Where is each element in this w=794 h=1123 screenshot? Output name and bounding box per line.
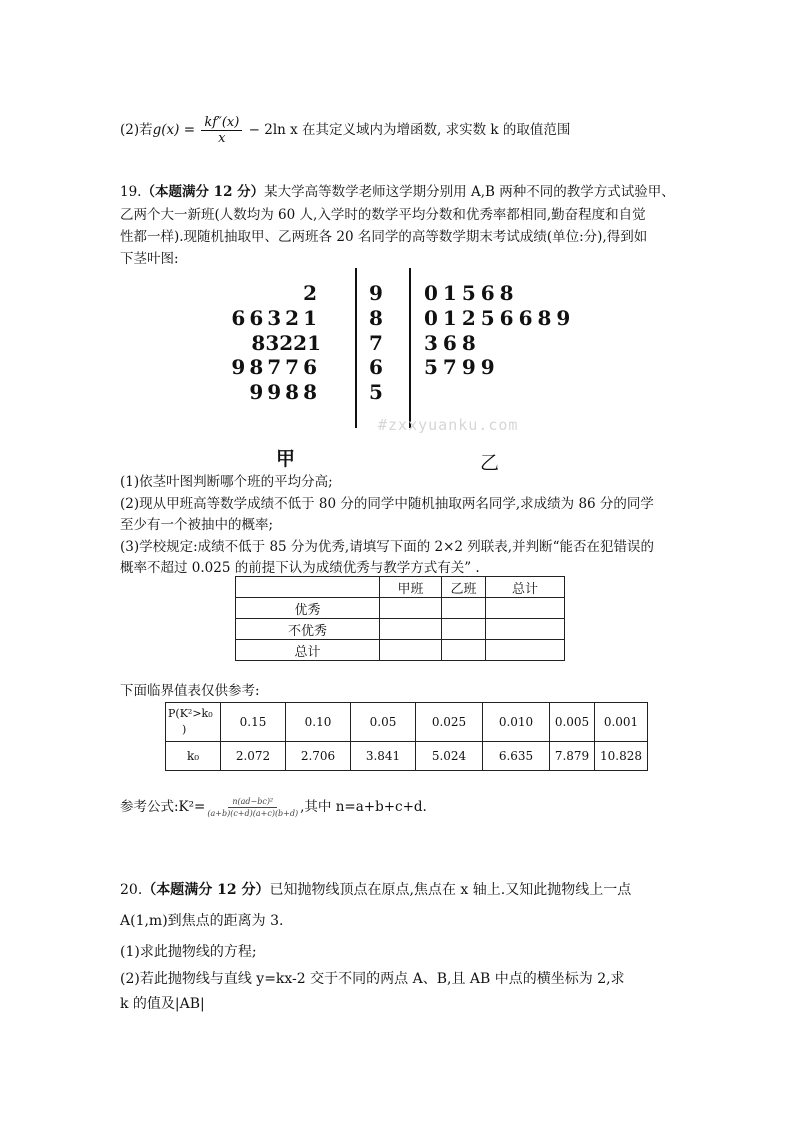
q19-line3: 性都一样).现随机抽取甲、乙两班各 20 名同学的高等数学期末考试成绩(单位:分),得到如 (120, 229, 648, 245)
table-cell (486, 640, 565, 661)
q20-line1 (120, 880, 631, 900)
header-class-a: 甲班 (380, 577, 442, 598)
right-leaves-row: 01256689 (424, 306, 576, 330)
header-class-b: 乙班 (442, 577, 486, 598)
table-cell (442, 619, 486, 640)
stem-value: 8 (369, 306, 387, 330)
table-cell (380, 640, 442, 661)
critical-k-value: 5.024 (416, 742, 483, 771)
contingency-row (236, 640, 565, 661)
q19-sub1: (1)依茎叶图判断哪个班的平均分高; (120, 474, 333, 490)
critical-k-row (166, 742, 648, 771)
q20-text1: 已知抛物线顶点在原点,焦点在 x 轴上.又知此抛物线上一点 (269, 882, 632, 898)
contingency-corner (236, 577, 380, 598)
left-leaves-row: 98776 (231, 355, 321, 379)
q19-sub3a: (3)学校规定:成绩不低于 85 分为优秀,请填写下面的 2×2 列联表,并判断“能否在犯错误的 (120, 539, 654, 555)
q18-fraction (201, 115, 242, 146)
formula-prefix: 参考公式:K²= (120, 799, 206, 815)
row-label-total: 总计 (236, 640, 380, 661)
q18-g-lhs: g(x) = (152, 122, 200, 138)
table-cell (486, 598, 565, 619)
q19-line2: 乙两个大一新班(人数均为 60 人,入学时的数学平均分数和优秀率都相同,勤奋程度和自觉 (120, 207, 646, 223)
row-label-excellent: 优秀 (236, 598, 380, 619)
q19-sub2a: (2)现从甲班高等数学成绩不低于 80 分的同学中随机抽取两名同学,求成绩为 86 分的同学 (120, 496, 654, 512)
stem-value: 9 (369, 281, 387, 305)
watermark: #zxxyuanku.com (378, 416, 519, 434)
table-cell (442, 598, 486, 619)
stem-value: 5 (369, 380, 387, 404)
critical-p-value: 0.05 (351, 703, 416, 742)
critical-k-value: 2.072 (221, 742, 286, 771)
table-cell (442, 640, 486, 661)
critical-k-value: 3.841 (351, 742, 416, 771)
table-cell (380, 619, 442, 640)
q18-prefix: (2)若 (120, 122, 153, 138)
q20-number: 20. (120, 882, 143, 898)
critical-p-value: 0.001 (595, 703, 648, 742)
reference-formula (120, 796, 427, 819)
q19-sub2b: 至少有一个被抽中的概率; (120, 517, 274, 533)
formula-numerator: n(ad−bc)² (228, 796, 277, 808)
table-cell (486, 619, 565, 640)
left-leaves-row: 83221 (251, 331, 321, 355)
header-total: 总计 (486, 577, 565, 598)
critical-k-value: 7.879 (550, 742, 595, 771)
critical-k-value: 2.706 (286, 742, 351, 771)
stem-value: 7 (369, 331, 387, 355)
q18-rest: − 2ln x 在其定义域内为增函数, 求实数 k 的取值范围 (244, 122, 571, 138)
critical-value-table (165, 702, 648, 771)
q20-points: （本题满分 12 分） (142, 882, 270, 898)
critical-p-value: 0.10 (286, 703, 351, 742)
q19-line4: 下茎叶图: (120, 251, 179, 267)
q20-sub2b: k 的值及|AB| (120, 996, 205, 1012)
formula-denominator: (a+b)(c+d)(a+c)(b+d) (207, 809, 299, 818)
q20-line2: A(1,m)到焦点的距离为 3. (120, 913, 284, 929)
right-leaves-row: 01568 (424, 281, 519, 305)
critical-k-value: 10.828 (595, 742, 648, 771)
right-leaves-row: 368 (424, 331, 481, 355)
q19-text1: 某大学高等数学老师这学期分别用 A,B 两种不同的教学方式试验甲、 (264, 184, 675, 200)
left-leaves-row: 66321 (231, 306, 321, 330)
q20-sub2a: (2)若此抛物线与直线 y=kx-2 交于不同的两点 A、B,且 AB 中点的横坐标为 2,求 (120, 971, 625, 987)
q19-line1 (120, 182, 675, 202)
contingency-table (235, 576, 565, 661)
q19-number: 19. (120, 184, 142, 200)
contingency-row (236, 619, 565, 640)
critical-p-value: 0.15 (221, 703, 286, 742)
stem-right-divider (409, 268, 411, 428)
formula-fraction (207, 796, 298, 819)
left-leaves-row: 9988 (249, 380, 321, 404)
label-class-a: 甲 (276, 448, 296, 470)
contingency-header-row (236, 577, 565, 598)
critical-p-header-top: P(K²>k₀ (168, 707, 213, 720)
q18-part2 (120, 115, 570, 146)
stem-left-divider (355, 268, 357, 428)
label-class-b: 乙 (480, 452, 500, 474)
row-label-not-excellent: 不优秀 (236, 619, 380, 640)
right-leaves-row: 5799 (424, 355, 500, 379)
critical-p-value: 0.010 (483, 703, 550, 742)
q19-points: （本题满分 12 分） (141, 184, 265, 200)
critical-p-value: 0.005 (550, 703, 595, 742)
q18-frac-num: kf″(x) (201, 115, 242, 131)
critical-k-value: 6.635 (483, 742, 550, 771)
q19-sub3b: 概率不超过 0.025 的前提下认为成绩优秀与教学方式有关” . (120, 560, 480, 576)
q18-frac-den: x (218, 131, 226, 146)
formula-suffix: ,其中 n=a+b+c+d. (300, 799, 427, 815)
critical-p-value: 0.025 (416, 703, 483, 742)
critical-p-header-bottom: ) (182, 723, 187, 736)
contingency-row (236, 598, 565, 619)
q20-sub1: (1)求此抛物线的方程; (120, 944, 257, 960)
critical-p-row (166, 703, 648, 742)
reference-title: 下面临界值表仅供参考: (120, 683, 260, 699)
critical-p-header (166, 703, 221, 742)
left-leaves-row: 2 (303, 281, 321, 305)
critical-k-header: k₀ (166, 742, 221, 771)
stem-value: 6 (369, 355, 387, 379)
table-cell (380, 598, 442, 619)
